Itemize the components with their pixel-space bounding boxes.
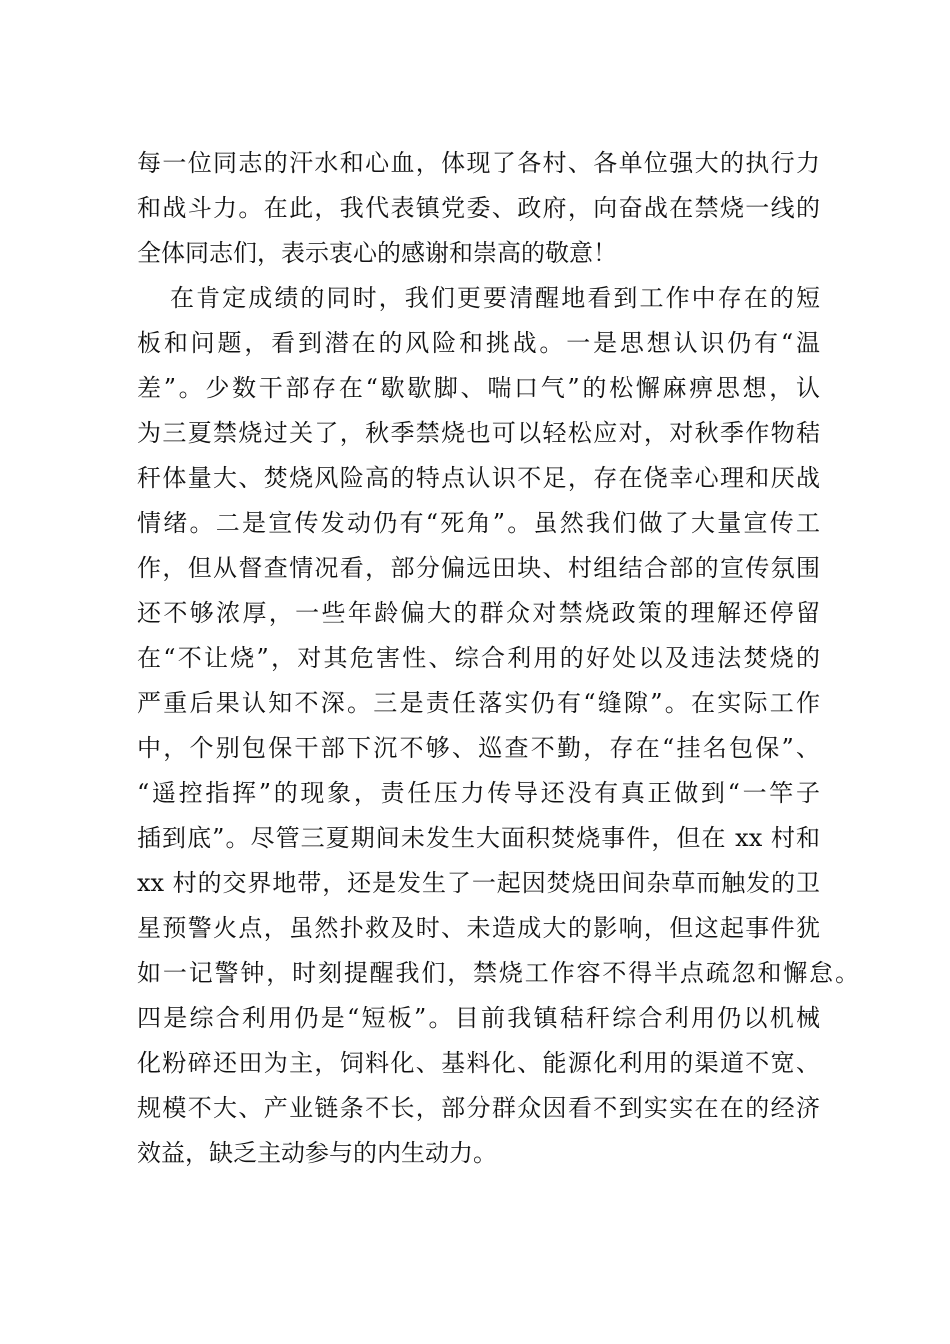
paragraph-1-line: 全体同志们，表示衷心的感谢和崇高的敬意！: [137, 239, 617, 267]
paragraph-2-line: 差”。少数干部存在“歇歇脚、喘口气”的松懈麻痹思想，认: [137, 374, 820, 402]
paragraph-1-line: 每一位同志的汗水和心血，体现了各村、各单位强大的执行力: [137, 149, 820, 177]
paragraph-2-line: 化粉碎还田为主，饲料化、基料化、能源化利用的渠道不宽、: [137, 1049, 820, 1077]
paragraph-2-line: 插到底”。尽管三夏期间未发生大面积焚烧事件，但在 xx 村和: [137, 824, 820, 852]
paragraph-2-line: 规模不大、产业链条不长，部分群众因看不到实实在在的经济: [137, 1094, 820, 1122]
paragraph-2-line: 四是综合利用仍是“短板”。目前我镇秸秆综合利用仍以机械: [137, 1004, 820, 1032]
paragraph-2-line: 如一记警钟，时刻提醒我们，禁烧工作容不得半点疏忽和懈怠。: [137, 959, 859, 987]
paragraph-2-line: 严重后果认知不深。三是责任落实仍有“缝隙”。在实际工作: [137, 689, 820, 717]
paragraph-2-line: 效益，缺乏主动参与的内生动力。: [137, 1139, 497, 1167]
paragraph-1-line: 和战斗力。在此，我代表镇党委、政府，向奋战在禁烧一线的: [137, 194, 820, 222]
paragraph-2-line: 为三夏禁烧过关了，秋季禁烧也可以轻松应对，对秋季作物秸: [137, 419, 820, 447]
paragraph-2-line: xx 村的交界地带，还是发生了一起因焚烧田间杂草而触发的卫: [137, 869, 820, 897]
paragraph-2-line: 板和问题，看到潜在的风险和挑战。一是思想认识仍有“温: [137, 329, 820, 357]
paragraph-2-line: “遥控指挥”的现象，责任压力传导还没有真正做到“一竿子: [137, 779, 820, 807]
paragraph-2-line: 在肯定成绩的同时，我们更要清醒地看到工作中存在的短: [170, 284, 820, 312]
paragraph-2-line: 星预警火点，虽然扑救及时、未造成大的影响，但这起事件犹: [137, 914, 820, 942]
paragraph-2-line: 作，但从督查情况看，部分偏远田块、村组结合部的宣传氛围: [137, 554, 820, 582]
paragraph-2-line: 还不够浓厚，一些年龄偏大的群众对禁烧政策的理解还停留: [137, 599, 820, 627]
paragraph-2-line: 中，个别包保干部下沉不够、巡查不勤，存在“挂名包保”、: [137, 734, 820, 762]
paragraph-2-line: 秆体量大、焚烧风险高的特点认识不足，存在侥幸心理和厌战: [137, 464, 820, 492]
paragraph-2-line: 情绪。二是宣传发动仍有“死角”。虽然我们做了大量宣传工: [137, 509, 820, 537]
paragraph-2-line: 在“不让烧”，对其危害性、综合利用的好处以及违法焚烧的: [137, 644, 820, 672]
